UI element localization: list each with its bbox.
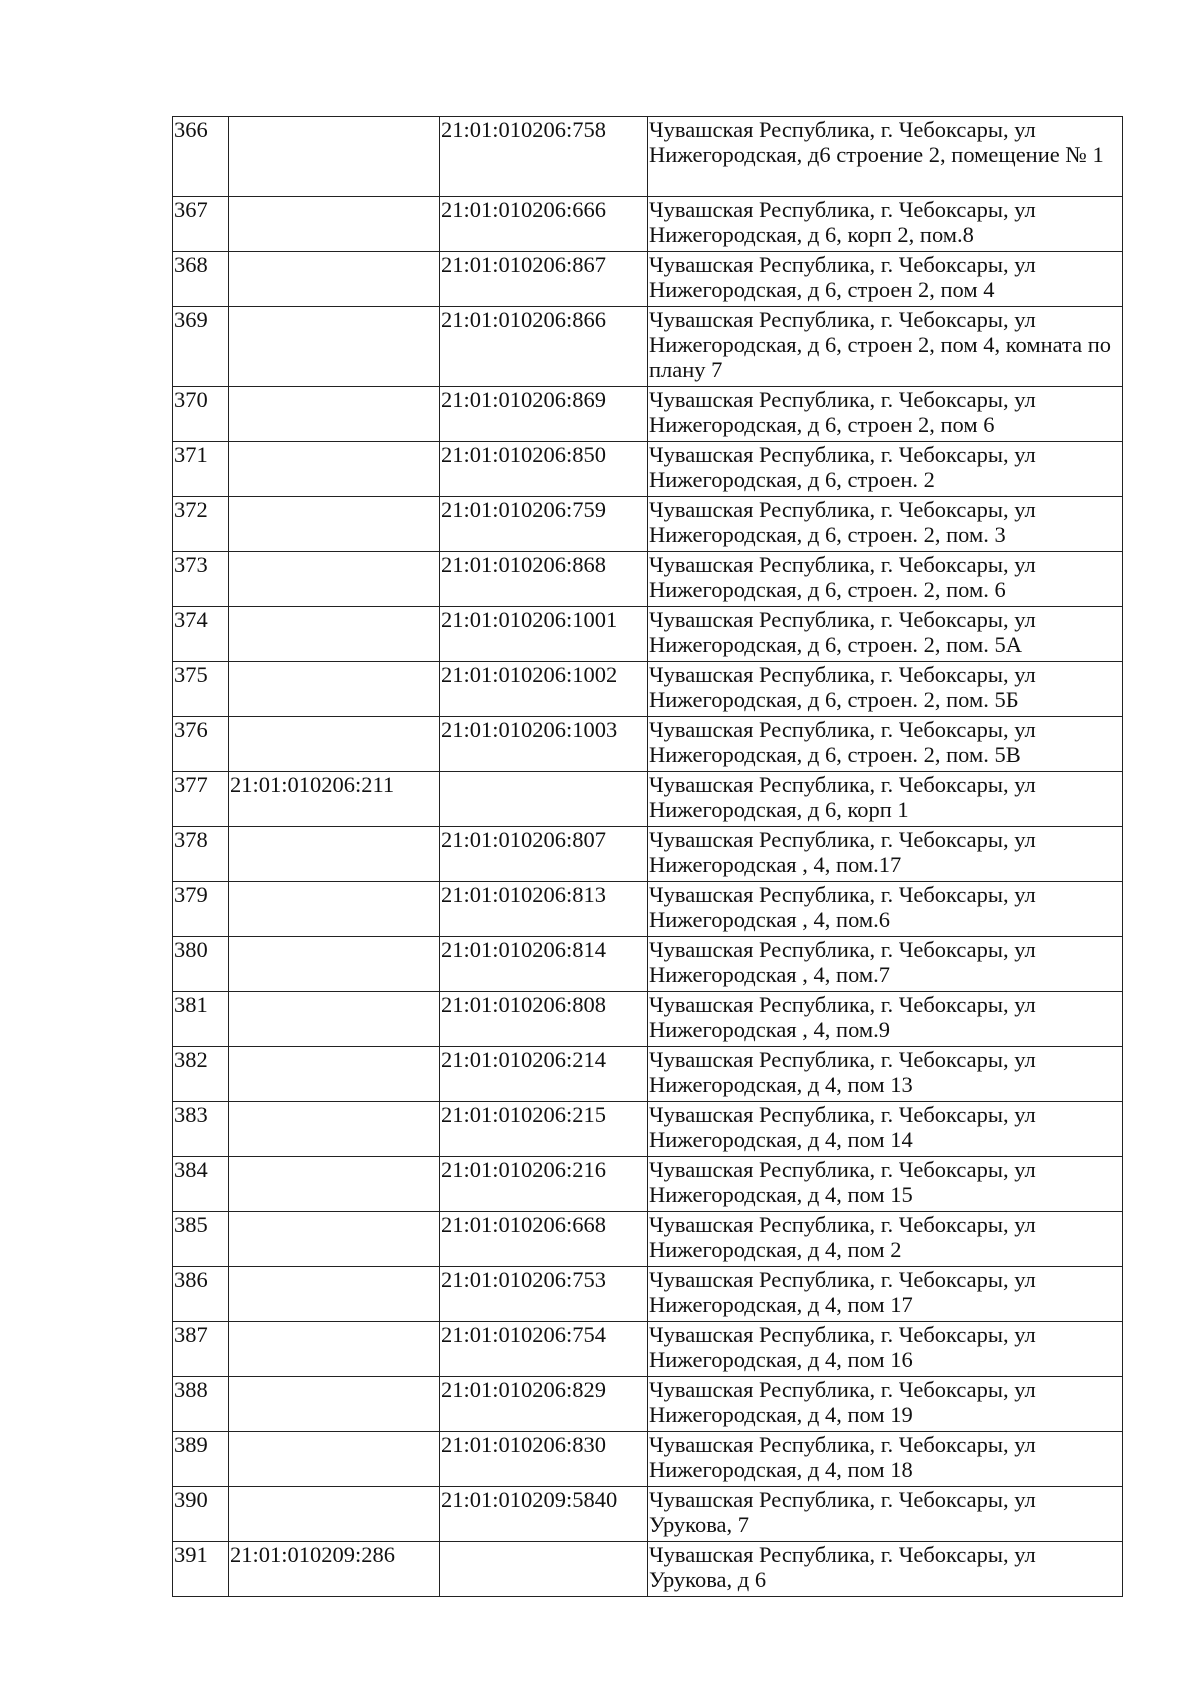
land-cadastral-number-cell: 21:01:010209:286 — [229, 1542, 440, 1597]
object-cadastral-number-cell: 21:01:010206:668 — [440, 1212, 648, 1267]
table-row — [173, 1102, 1123, 1157]
row-number-cell: 368 — [173, 252, 229, 307]
row-number-cell: 388 — [173, 1377, 229, 1432]
table-row — [173, 937, 1123, 992]
land-cadastral-number-cell — [229, 197, 440, 252]
table-row — [173, 1542, 1123, 1597]
row-number-cell: 377 — [173, 772, 229, 827]
table-row — [173, 307, 1123, 387]
address-cell: Чувашская Республика, г. Чебоксары, ул Нижегородская, д 6, корп 1 — [648, 772, 1123, 827]
row-number-cell: 367 — [173, 197, 229, 252]
land-cadastral-number-cell — [229, 1047, 440, 1102]
row-number-cell: 382 — [173, 1047, 229, 1102]
address-cell: Чувашская Республика, г. Чебоксары, ул Нижегородская, д 4, пом 13 — [648, 1047, 1123, 1102]
land-cadastral-number-cell — [229, 882, 440, 937]
row-number-cell: 375 — [173, 662, 229, 717]
object-cadastral-number-cell: 21:01:010206:759 — [440, 497, 648, 552]
land-cadastral-number-cell — [229, 717, 440, 772]
land-cadastral-number-cell — [229, 1432, 440, 1487]
object-cadastral-number-cell: 21:01:010206:1001 — [440, 607, 648, 662]
object-cadastral-number-cell: 21:01:010206:866 — [440, 307, 648, 387]
land-cadastral-number-cell — [229, 1377, 440, 1432]
row-number-cell: 389 — [173, 1432, 229, 1487]
row-number-cell: 374 — [173, 607, 229, 662]
table-row — [173, 1432, 1123, 1487]
address-cell: Чувашская Республика, г. Чебоксары, ул Нижегородская, д 4, пом 14 — [648, 1102, 1123, 1157]
address-cell: Чувашская Республика, г. Чебоксары, ул Нижегородская , 4, пом.7 — [648, 937, 1123, 992]
address-cell: Чувашская Республика, г. Чебоксары, ул Нижегородская, д 6, строен. 2, пом. 5А — [648, 607, 1123, 662]
table-row — [173, 442, 1123, 497]
object-cadastral-number-cell: 21:01:010206:807 — [440, 827, 648, 882]
address-cell: Чувашская Республика, г. Чебоксары, ул Нижегородская, д 4, пом 16 — [648, 1322, 1123, 1377]
land-cadastral-number-cell — [229, 307, 440, 387]
land-cadastral-number-cell — [229, 387, 440, 442]
object-cadastral-number-cell: 21:01:010206:829 — [440, 1377, 648, 1432]
land-cadastral-number-cell — [229, 1322, 440, 1377]
table-row — [173, 1377, 1123, 1432]
address-cell: Чувашская Республика, г. Чебоксары, ул Нижегородская, д 4, пом 19 — [648, 1377, 1123, 1432]
object-cadastral-number-cell: 21:01:010206:1003 — [440, 717, 648, 772]
table-row — [173, 607, 1123, 662]
table-row — [173, 1322, 1123, 1377]
address-cell: Чувашская Республика, г. Чебоксары, ул Нижегородская, д 6, строен. 2, пом. 5В — [648, 717, 1123, 772]
row-number-cell: 391 — [173, 1542, 229, 1597]
row-number-cell: 384 — [173, 1157, 229, 1212]
cadastral-register-table — [172, 116, 1123, 1597]
object-cadastral-number-cell: 21:01:010206:666 — [440, 197, 648, 252]
row-number-cell: 378 — [173, 827, 229, 882]
address-cell: Чувашская Республика, г. Чебоксары, ул Нижегородская, д 6, корп 2, пом.8 — [648, 197, 1123, 252]
address-cell: Чувашская Республика, г. Чебоксары, ул Нижегородская, д 6, строен 2, пом 4, комната по плану 7 — [648, 307, 1123, 387]
row-number-cell: 376 — [173, 717, 229, 772]
address-cell: Чувашская Республика, г. Чебоксары, ул Нижегородская, д 6, строен 2, пом 4 — [648, 252, 1123, 307]
row-number-cell: 370 — [173, 387, 229, 442]
object-cadastral-number-cell: 21:01:010206:754 — [440, 1322, 648, 1377]
land-cadastral-number-cell — [229, 497, 440, 552]
address-cell: Чувашская Республика, г. Чебоксары, ул Нижегородская, д 4, пом 15 — [648, 1157, 1123, 1212]
address-cell: Чувашская Республика, г. Чебоксары, ул Нижегородская , 4, пом.6 — [648, 882, 1123, 937]
table-row — [173, 772, 1123, 827]
object-cadastral-number-cell: 21:01:010206:808 — [440, 992, 648, 1047]
table-row — [173, 1487, 1123, 1542]
table-row — [173, 1212, 1123, 1267]
row-number-cell: 366 — [173, 117, 229, 197]
land-cadastral-number-cell — [229, 1212, 440, 1267]
land-cadastral-number-cell — [229, 1267, 440, 1322]
address-cell: Чувашская Республика, г. Чебоксары, ул Нижегородская, д 6, строен. 2, пом. 5Б — [648, 662, 1123, 717]
address-cell: Чувашская Республика, г. Чебоксары, ул Урукова, д 6 — [648, 1542, 1123, 1597]
land-cadastral-number-cell — [229, 1157, 440, 1212]
row-number-cell: 383 — [173, 1102, 229, 1157]
table-row — [173, 882, 1123, 937]
land-cadastral-number-cell — [229, 552, 440, 607]
address-cell: Чувашская Республика, г. Чебоксары, ул Нижегородская, д 4, пом 2 — [648, 1212, 1123, 1267]
table-row — [173, 992, 1123, 1047]
table-row — [173, 387, 1123, 442]
row-number-cell: 385 — [173, 1212, 229, 1267]
row-number-cell: 371 — [173, 442, 229, 497]
address-cell: Чувашская Республика, г. Чебоксары, ул Нижегородская, д 6, строен. 2, пом. 3 — [648, 497, 1123, 552]
table-row — [173, 552, 1123, 607]
address-cell: Чувашская Республика, г. Чебоксары, ул Нижегородская, д6 строение 2, помещение № 1 — [648, 117, 1123, 197]
table-row — [173, 1047, 1123, 1102]
row-number-cell: 380 — [173, 937, 229, 992]
row-number-cell: 386 — [173, 1267, 229, 1322]
address-cell: Чувашская Республика, г. Чебоксары, ул Нижегородская, д 6, строен 2, пом 6 — [648, 387, 1123, 442]
address-cell: Чувашская Республика, г. Чебоксары, ул Нижегородская , 4, пом.17 — [648, 827, 1123, 882]
table-row — [173, 717, 1123, 772]
table-row — [173, 827, 1123, 882]
row-number-cell: 373 — [173, 552, 229, 607]
object-cadastral-number-cell: 21:01:010206:830 — [440, 1432, 648, 1487]
object-cadastral-number-cell: 21:01:010206:868 — [440, 552, 648, 607]
row-number-cell: 381 — [173, 992, 229, 1047]
land-cadastral-number-cell — [229, 442, 440, 497]
object-cadastral-number-cell: 21:01:010206:215 — [440, 1102, 648, 1157]
row-number-cell: 369 — [173, 307, 229, 387]
object-cadastral-number-cell: 21:01:010206:758 — [440, 117, 648, 197]
row-number-cell: 379 — [173, 882, 229, 937]
table-row — [173, 662, 1123, 717]
address-cell: Чувашская Республика, г. Чебоксары, ул Нижегородская , 4, пом.9 — [648, 992, 1123, 1047]
object-cadastral-number-cell: 21:01:010206:814 — [440, 937, 648, 992]
land-cadastral-number-cell — [229, 1487, 440, 1542]
row-number-cell: 372 — [173, 497, 229, 552]
table-row — [173, 252, 1123, 307]
land-cadastral-number-cell — [229, 992, 440, 1047]
table-row — [173, 1157, 1123, 1212]
object-cadastral-number-cell: 21:01:010206:216 — [440, 1157, 648, 1212]
object-cadastral-number-cell: 21:01:010206:850 — [440, 442, 648, 497]
table-row — [173, 197, 1123, 252]
land-cadastral-number-cell — [229, 662, 440, 717]
land-cadastral-number-cell — [229, 1102, 440, 1157]
address-cell: Чувашская Республика, г. Чебоксары, ул Нижегородская, д 6, строен. 2, пом. 6 — [648, 552, 1123, 607]
object-cadastral-number-cell: 21:01:010206:813 — [440, 882, 648, 937]
object-cadastral-number-cell: 21:01:010206:867 — [440, 252, 648, 307]
land-cadastral-number-cell — [229, 117, 440, 197]
land-cadastral-number-cell — [229, 937, 440, 992]
object-cadastral-number-cell — [440, 1542, 648, 1597]
land-cadastral-number-cell — [229, 607, 440, 662]
table-row — [173, 497, 1123, 552]
address-cell: Чувашская Республика, г. Чебоксары, ул Нижегородская, д 4, пом 17 — [648, 1267, 1123, 1322]
object-cadastral-number-cell — [440, 772, 648, 827]
address-cell: Чувашская Республика, г. Чебоксары, ул Урукова, 7 — [648, 1487, 1123, 1542]
table-body — [173, 117, 1123, 1597]
land-cadastral-number-cell — [229, 827, 440, 882]
row-number-cell: 390 — [173, 1487, 229, 1542]
row-number-cell: 387 — [173, 1322, 229, 1377]
land-cadastral-number-cell — [229, 252, 440, 307]
object-cadastral-number-cell: 21:01:010209:5840 — [440, 1487, 648, 1542]
object-cadastral-number-cell: 21:01:010206:753 — [440, 1267, 648, 1322]
table-row — [173, 1267, 1123, 1322]
table-row — [173, 117, 1123, 197]
object-cadastral-number-cell: 21:01:010206:869 — [440, 387, 648, 442]
object-cadastral-number-cell: 21:01:010206:214 — [440, 1047, 648, 1102]
address-cell: Чувашская Республика, г. Чебоксары, ул Нижегородская, д 6, строен. 2 — [648, 442, 1123, 497]
object-cadastral-number-cell: 21:01:010206:1002 — [440, 662, 648, 717]
land-cadastral-number-cell: 21:01:010206:211 — [229, 772, 440, 827]
address-cell: Чувашская Республика, г. Чебоксары, ул Нижегородская, д 4, пом 18 — [648, 1432, 1123, 1487]
